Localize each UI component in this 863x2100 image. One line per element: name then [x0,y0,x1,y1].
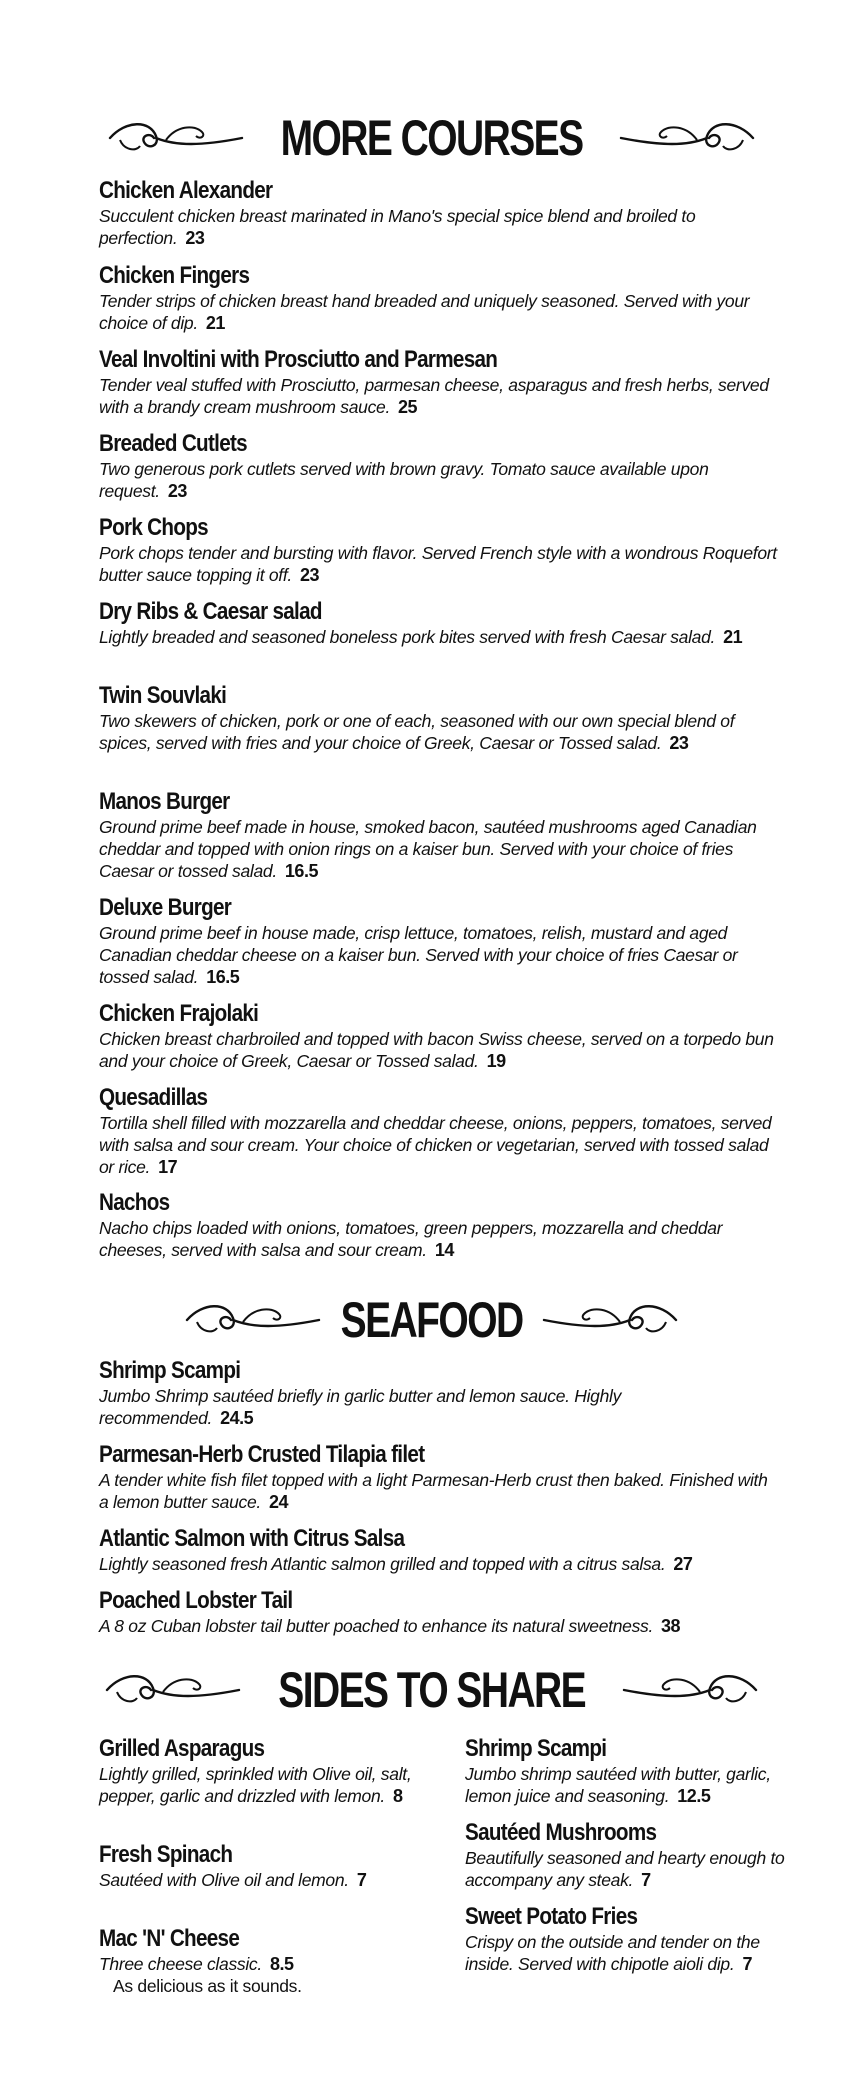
menu-item [99,431,779,502]
menu-item [99,1001,779,1072]
item-name: Shrimp Scampi [465,1735,607,1762]
menu-item [99,895,779,988]
item-description: Crispy on the outside and tender on the inside. Served with chipotle aioli dip. 7 [465,1932,760,1974]
item-description: Three cheese classic. 8.5 [99,1954,294,1974]
item-note: As delicious as it sounds. [113,1976,302,1996]
flourish-left-icon [106,116,246,160]
menu-item [99,1358,779,1429]
item-description: Lightly grilled, sprinkled with Olive oil, salt, pepper, garlic and drizzled with lemon. 8 [99,1764,412,1806]
menu-item [99,683,779,754]
item-description: Jumbo Shrimp sautéed briefly in garlic butter and lemon sauce. Highly recommended. 24.5 [99,1386,622,1428]
flourish-right-icon [617,116,757,160]
item-price: 8 [392,1786,403,1806]
menu-item [99,178,779,249]
item-description: Two skewers of chicken, pork or one of each, seasoned with our own special blend of spices, served with fries and your choice of Greek, Caesar or Tossed salad. 23 [99,711,735,753]
item-price: 23 [185,228,205,248]
item-price: 24 [269,1492,289,1512]
item-name: Sweet Potato Fries [465,1903,638,1930]
item-price: 21 [723,627,743,647]
side-item [465,1904,785,1975]
item-name: Fresh Spinach [99,1841,233,1868]
item-name: Mac 'N' Cheese [99,1925,240,1952]
item-price: 21 [205,313,225,333]
item-price: 38 [661,1616,681,1636]
section-title-sides: SIDES TO SHARE [278,1662,585,1718]
item-price: 7 [742,1954,752,1974]
item-name: Shrimp Scampi [99,1357,241,1384]
item-price: 23 [167,481,187,501]
item-price: 8.5 [269,1954,294,1974]
item-name: Chicken Alexander [99,177,273,204]
item-description: Tender veal stuffed with Prosciutto, parmesan cheese, asparagus and fresh herbs, served with a brandy cream mushroom sauce. 25 [99,375,769,417]
menu-item [99,263,779,334]
item-name: Poached Lobster Tail [99,1587,293,1614]
item-description: A 8 oz Cuban lobster tail butter poached to enhance its natural sweetness. 38 [99,1616,681,1636]
menu-item [99,1442,779,1513]
side-item [99,1926,429,1997]
item-price: 27 [673,1554,693,1574]
item-name: Sautéed Mushrooms [465,1819,657,1846]
item-name: Deluxe Burger [99,894,232,921]
sides-header [0,1660,863,1720]
item-description: Sautéed with Olive oil and lemon. 7 [99,1870,367,1890]
item-name: Manos Burger [99,788,230,815]
item-description: Lightly breaded and seasoned boneless pork bites served with fresh Caesar salad. 21 [99,627,743,647]
item-price: 17 [158,1157,178,1177]
side-item [99,1736,429,1807]
item-price: 19 [486,1051,506,1071]
item-price: 12.5 [677,1786,711,1806]
menu-item [99,515,779,586]
item-price: 23 [669,733,689,753]
menu-item [99,599,779,648]
seafood-header [0,1290,863,1350]
menu-item [99,1526,779,1575]
item-price: 25 [398,397,418,417]
item-description: Nacho chips loaded with onions, tomatoes, green peppers, mozzarella and cheddar cheeses, served with salsa and sour cream. 14 [99,1218,723,1260]
item-name: Chicken Frajolaki [99,1000,259,1027]
side-item [99,1842,429,1891]
item-description: Jumbo shrimp sautéed with butter, garlic, lemon juice and seasoning. 12.5 [465,1764,771,1806]
item-description: Tortilla shell filled with mozzarella and cheddar cheese, onions, peppers, tomatoes, served with salsa and sour cream. Your choice of chicken or vegetarian, served with tossed salad or rice. 17 [99,1113,772,1177]
menu-item [99,1588,779,1637]
item-price: 7 [356,1870,367,1890]
menu-item [99,789,779,882]
menu-item [99,1190,779,1261]
item-name: Veal Involtini with Prosciutto and Parmesan [99,346,498,373]
flourish-left-icon [183,1298,323,1342]
menu-item [99,1085,779,1178]
item-description: Pork chops tender and bursting with flavor. Served French style with a wondrous Roquefort butter sauce topping it off. 23 [99,543,777,585]
item-name: Breaded Cutlets [99,430,247,457]
section-title-seafood: SEAFOOD [340,1292,523,1348]
item-name: Quesadillas [99,1084,208,1111]
item-description: A tender white fish filet topped with a light Parmesan-Herb crust then baked. Finished with a lemon butter sauce. 24 [99,1470,768,1512]
item-name: Pork Chops [99,514,208,541]
item-description: Lightly seasoned fresh Atlantic salmon grilled and topped with a citrus salsa. 27 [99,1554,693,1574]
item-description: Two generous pork cutlets served with brown gravy. Tomato sauce available upon request. 23 [99,459,709,501]
item-name: Dry Ribs & Caesar salad [99,598,322,625]
more-courses-header [0,108,863,168]
section-title-more-courses: MORE COURSES [280,110,583,166]
item-name: Chicken Fingers [99,262,250,289]
item-price: 24.5 [220,1408,254,1428]
item-description: Ground prime beef made in house, smoked bacon, sautéed mushrooms aged Canadian cheddar and topped with onion rings on a kaiser bun. Served with your choice of fries Caesar or tossed salad. 16.5 [99,817,757,881]
item-name: Atlantic Salmon with Citrus Salsa [99,1525,405,1552]
item-description: Beautifully seasoned and hearty enough to accompany any steak. 7 [465,1848,785,1890]
item-price: 23 [299,565,320,585]
item-description: Succulent chicken breast marinated in Mano's special spice blend and broiled to perfection. 23 [99,206,696,248]
side-item [465,1820,785,1891]
item-price: 7 [641,1870,651,1890]
item-name: Grilled Asparagus [99,1735,265,1762]
flourish-right-icon [540,1298,680,1342]
item-description: Ground prime beef in house made, crisp lettuce, tomatoes, relish, mustard and aged Canadian cheddar cheese on a kaiser bun. Served with your choice of fries Caesar or tossed salad. 16.5 [99,923,738,987]
menu-item [99,347,779,418]
item-name: Parmesan-Herb Crusted Tilapia filet [99,1441,425,1468]
item-description: Chicken breast charbroiled and topped with bacon Swiss cheese, served on a torpedo bun and your choice of Greek, Caesar or Tossed salad. 19 [99,1029,774,1071]
item-price: 14 [434,1240,454,1260]
side-item [465,1736,785,1807]
flourish-left-icon [103,1668,243,1712]
item-price: 16.5 [284,861,318,881]
item-description: Tender strips of chicken breast hand breaded and uniquely seasoned. Served with your choice of dip. 21 [99,291,750,333]
item-name: Twin Souvlaki [99,682,227,709]
item-name: Nachos [99,1189,170,1216]
flourish-right-icon [620,1668,760,1712]
item-price: 16.5 [206,967,240,987]
